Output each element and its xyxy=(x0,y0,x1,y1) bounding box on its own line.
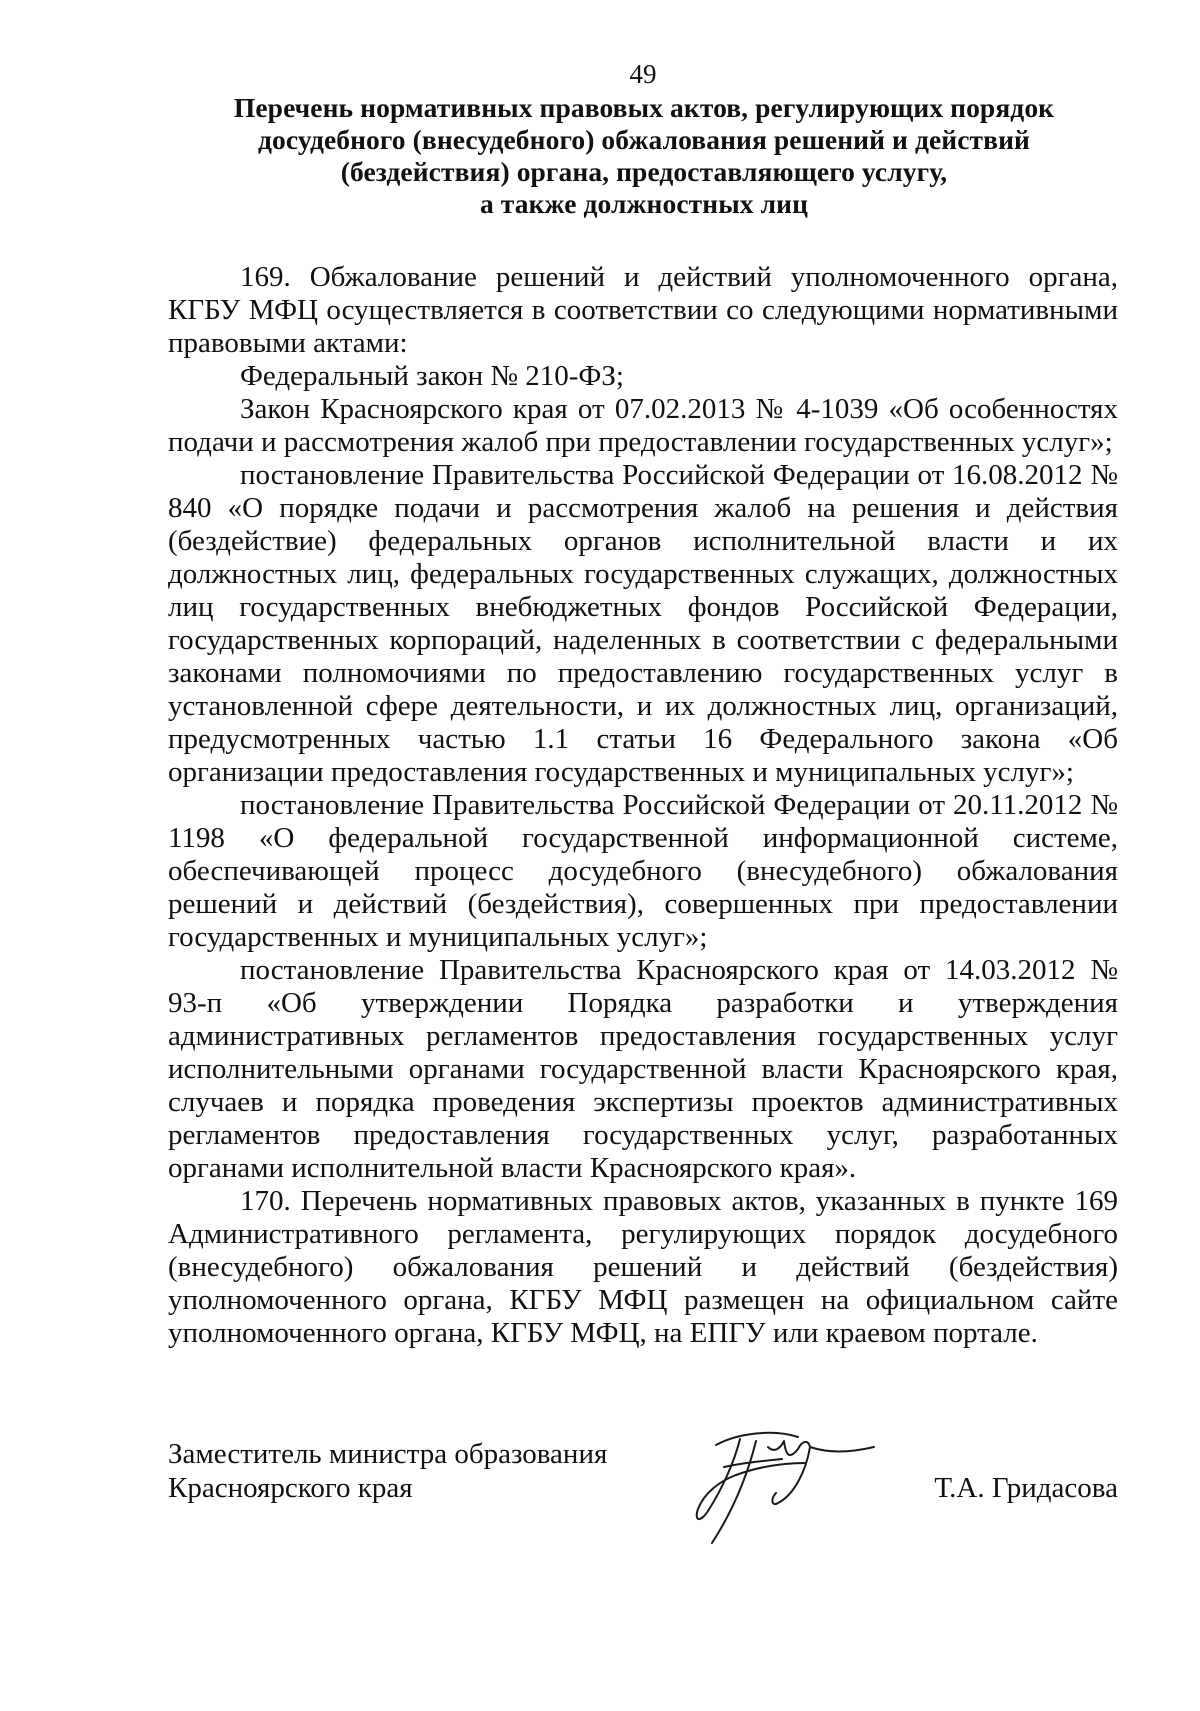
paragraph-169: 169. Обжалование решений и действий уполномоченного органа, КГБУ МФЦ осуществляется в соответствии со следующими нормативными правовыми актами: xyxy=(168,261,1118,359)
signature-block xyxy=(168,1437,1118,1577)
document-title xyxy=(230,92,1058,220)
title-line: Перечень нормативных правовых актов, регулирующих порядок xyxy=(233,92,1055,123)
signatory-position-line: Заместитель министра образования xyxy=(168,1438,608,1470)
signatory-position xyxy=(168,1437,628,1505)
paragraph-law-210: Федеральный закон № 210-ФЗ; xyxy=(240,360,624,392)
paragraph-decree-93p: постановление Правительства Красноярского края от 14.03.2012 № 93-п «Об утверждении Порядка разработки и утверждения административных регламентов предоставления государственных услуг исполнительными органами государственной власти Красноярского края, случаев и порядка проведения экспертизы проектов административных регламентов предоставления государственных услуг, разработанных органами исполнительной власти Красноярского края». xyxy=(168,954,1118,1184)
title-line: досудебного (внесудебного) обжалования решений и действий xyxy=(258,124,1030,155)
title-line: а также должностных лиц xyxy=(479,188,809,219)
signatory-position-line: Красноярского края xyxy=(168,1472,413,1504)
paragraph-decree-840: постановление Правительства Российской Федерации от 16.08.2012 № 840 «О порядке подачи и рассмотрения жалоб на решения и действия (бездействие) федеральных органов исполнительной власти и их должностных лиц, федеральных государственных служащих, должностных лиц государственных внебюджетных фондов Российской Федерации, государственных корпораций, наделенных в соответствии с федеральными законами полномочиями по предоставлению государственных услуг в установленной сфере деятельности, и их должностных лиц, организаций, предусмотренных частью 1.1 статьи 16 Федерального закона «Об организации предоставления государственных и муниципальных услуг»; xyxy=(168,459,1118,788)
handwritten-signature xyxy=(678,1423,878,1551)
paragraph-170: 170. Перечень нормативных правовых актов, указанных в пункте 169 Административного регламента, регулирующих порядок досудебного (внесудебного) обжалования решений и действий (бездействия) уполномоченного органа, КГБУ МФЦ размещен на официальном сайте уполномоченного органа, КГБУ МФЦ, на ЕПГУ или краевом портале. xyxy=(168,1185,1118,1349)
signatory-name: Т.А. Гридасова xyxy=(934,1472,1118,1504)
document-body xyxy=(168,261,1118,1350)
paragraph-law-krasnoyarsk: Закон Красноярского края от 07.02.2013 № 4-1039 «Об особенностях подачи и рассмотрения жалоб при предоставлении государственных услуг»; xyxy=(168,393,1118,458)
paragraph-decree-1198: постановление Правительства Российской Федерации от 20.11.2012 № 1198 «О федеральной государственной информационной системе, обеспечивающей процесс досудебного (внесудебного) обжалования решений и действий (бездействия), совершенных при предоставлении государственных и муниципальных услуг»; xyxy=(168,789,1118,953)
title-line: (бездействия) органа, предоставляющего услугу, xyxy=(340,156,948,187)
page-number: 49 xyxy=(629,59,657,89)
